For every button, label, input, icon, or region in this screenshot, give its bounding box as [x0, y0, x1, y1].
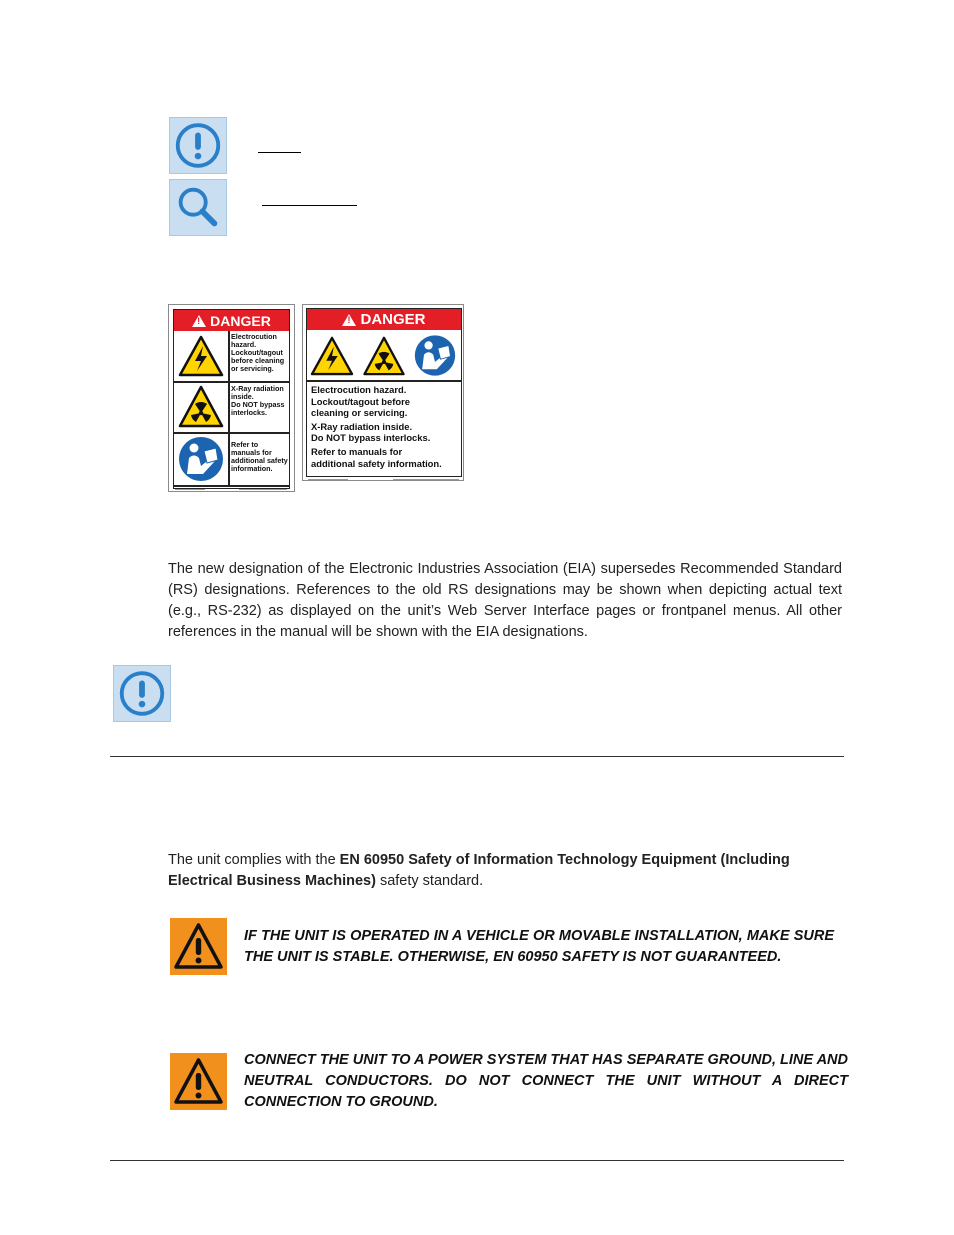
reference-label-underline — [262, 205, 357, 206]
danger-header: ! DANGER — [174, 310, 289, 331]
eia-designation-paragraph: The new designation of the Electronic Industries Association (EIA) supersedes Recommended Standard (RS) designations. References to the old RS designations may be shown when depicting actual text (e.g., RS-232) as displayed on the unit’s Web Server Interface pages or frontpanel menus. All other references in the manual will be shown with the EIA designations. — [168, 561, 842, 640]
warning-triangle-icon — [170, 918, 227, 975]
footer-divider — [110, 1160, 844, 1161]
danger-label-vertical: ! DANGER Electrocution hazard. Lockout/tagout before cleaning or servicing. X-Ray radiation inside. Do NOT bypass interlocks. Refer to manuals for additional safety information. — [168, 304, 295, 492]
danger-triangle-icon — [342, 314, 356, 326]
note-icon — [169, 117, 227, 174]
electrocution-hazard-icon — [178, 335, 224, 377]
danger-label-horizontal: ! DANGER Electrocution hazard. Lockout/tagout before cleaning or servicing. X-Ray radiation inside. Do NOT bypass interlocks. Refer to manuals for additional safety information. — [302, 304, 464, 481]
danger-header: ! DANGER — [307, 309, 461, 330]
radiation-hazard-icon — [362, 336, 406, 376]
electrocution-hazard-icon — [310, 336, 354, 376]
section-divider — [110, 756, 844, 757]
note-icon — [113, 665, 171, 722]
warning-text-stability: IF THE UNIT IS OPERATED IN A VEHICLE OR MOVABLE INSTALLATION, MAKE SURE THE UNIT IS STABLE. OTHERWISE, EN 60950 SAFETY IS NOT GUARANTEED. — [244, 928, 834, 965]
read-manual-icon — [413, 334, 457, 377]
radiation-hazard-icon — [178, 385, 224, 428]
warning-triangle-icon — [170, 1053, 227, 1110]
danger-triangle-icon — [192, 315, 206, 327]
compliance-paragraph: The unit complies with the EN 60950 Safety of Information Technology Equipment (Including Electrical Business Machines) safety standard. — [168, 852, 790, 889]
warning-text-grounding: CONNECT THE UNIT TO A POWER SYSTEM THAT HAS SEPARATE GROUND, LINE AND NEUTRAL CONDUCTORS. DO NOT CONNECT THE UNIT WITHOUT A DIRECT CONNECTION TO GROUND. — [244, 1052, 848, 1110]
read-manual-icon — [177, 436, 225, 482]
magnifier-icon — [169, 179, 227, 236]
standard-name: EN 60950 Safety of Information Technology Equipment (Including Electrical Business Machines) — [168, 852, 790, 889]
note-label-underline — [258, 152, 301, 153]
